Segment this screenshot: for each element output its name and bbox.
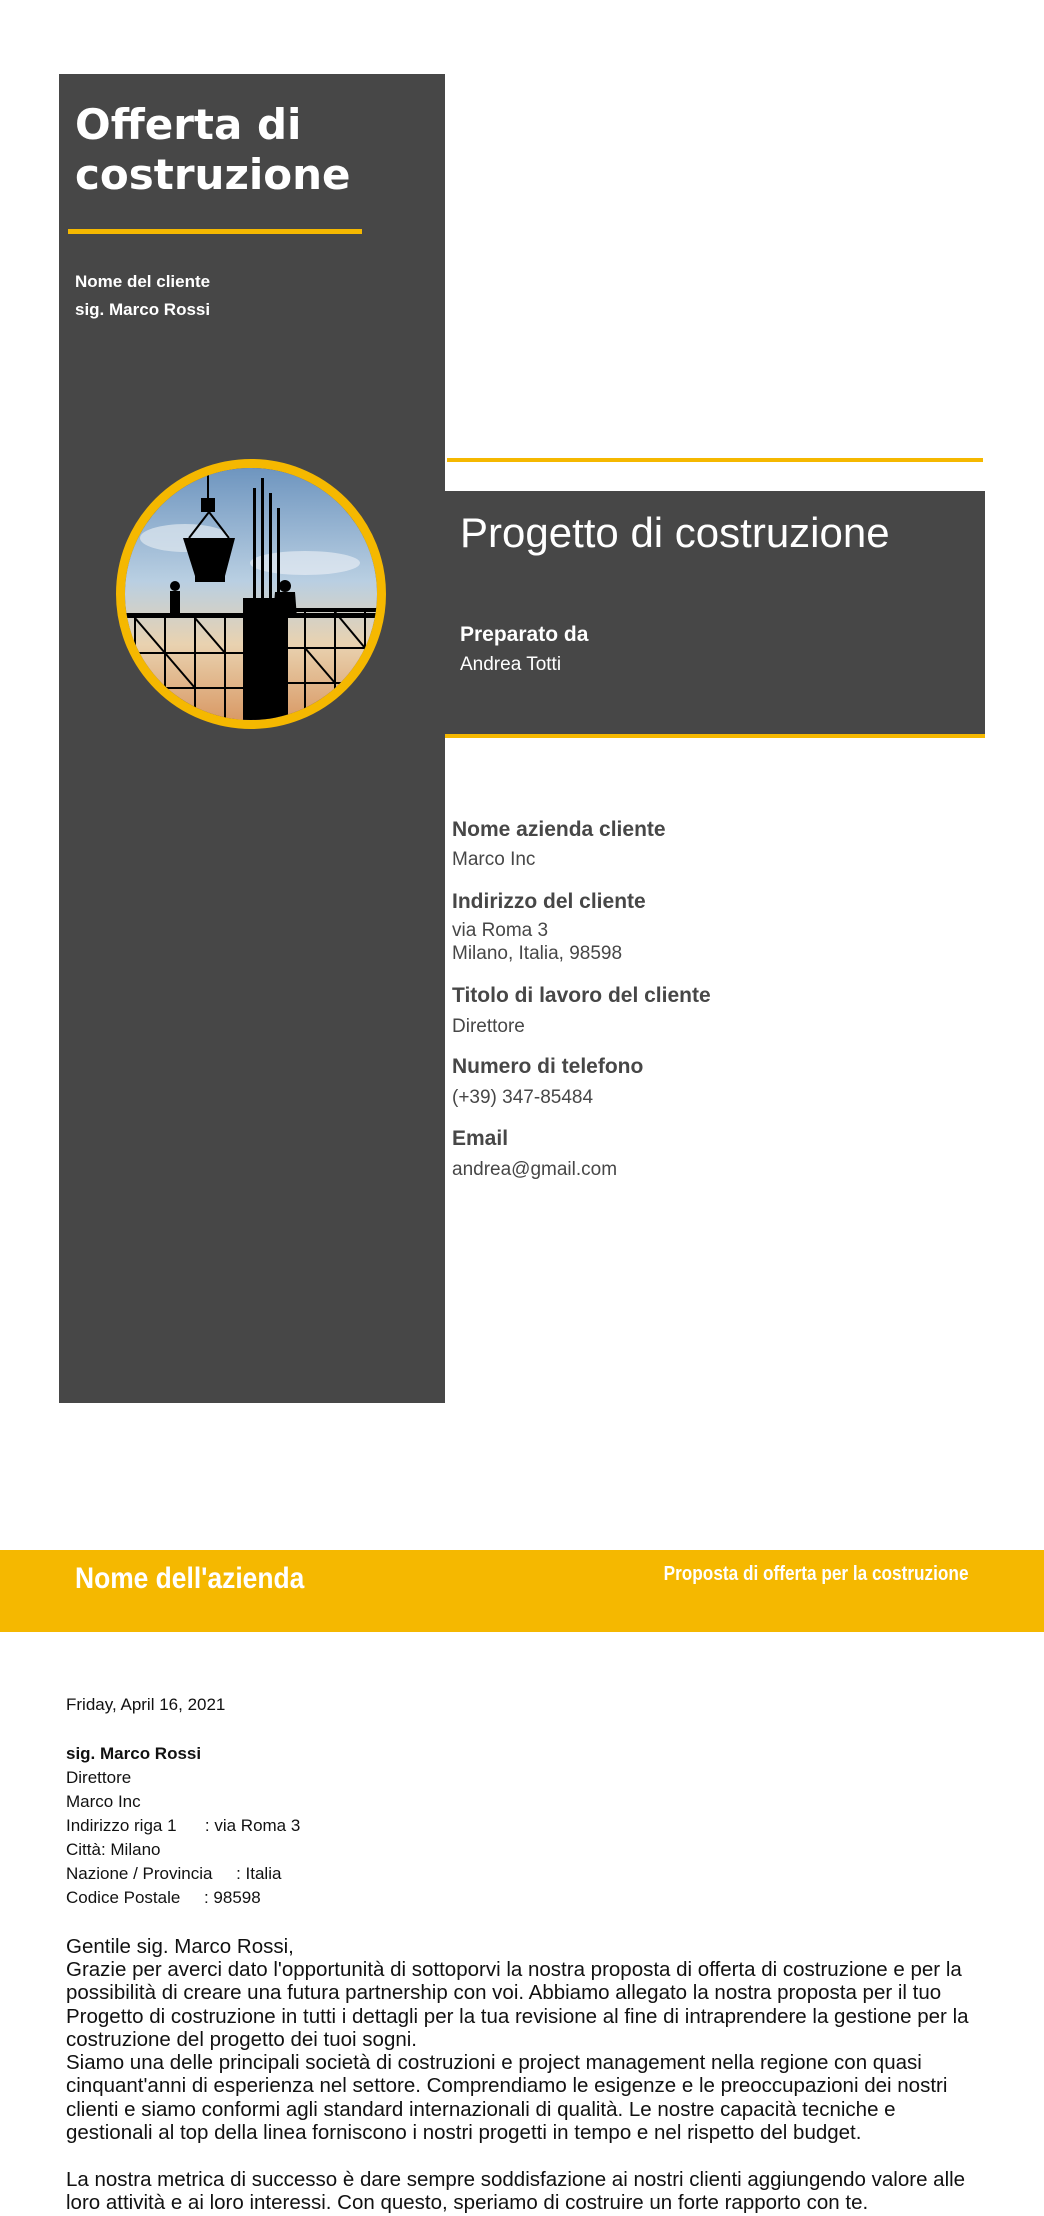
address-label: Indirizzo del cliente [452, 890, 646, 913]
recipient-name: sig. Marco Rossi [66, 1744, 202, 1763]
construction-silhouette-image [125, 468, 377, 720]
job-title-label: Titolo di lavoro del cliente [452, 984, 711, 1007]
company-name: Nome dell'azienda [75, 1562, 305, 1595]
cover-title: Offerta di costruzione [75, 100, 351, 199]
phone-value: (+39) 347-85484 [452, 1087, 594, 1108]
email-label: Email [452, 1127, 509, 1150]
recipient-postal: Codice Postale : 98598 [66, 1888, 261, 1907]
client-name-label: Nome del cliente [75, 272, 211, 291]
band-top-line [447, 458, 983, 462]
letter-greeting: Gentile sig. Marco Rossi, [66, 1935, 294, 1958]
letter-paragraph-2: Siamo una delle principali società di costruzioni e project management nella regione con quasi cinquant'anni di esperienza nel settore. Comprendiamo le esigenze e le preoccupazioni dei nostri clienti e siamo conformi agli standard internazionali di qualità. Le nostre capacità tecniche e gestionali al top della linea forniscono i nostri progetti in tempo e nel rispetto del budget. [66, 2051, 948, 2144]
band-bottom-line [445, 734, 985, 738]
proposal-title: Proposta di offerta per la costruzione [664, 1563, 969, 1585]
phone-label: Numero di telefono [452, 1055, 644, 1078]
project-title: Progetto di costruzione [460, 509, 890, 556]
email-value: andrea@gmail.com [452, 1159, 618, 1180]
recipient-company: Marco Inc [66, 1792, 141, 1811]
client-name: sig. Marco Rossi [75, 300, 211, 319]
address-line1: via Roma 3 [452, 920, 549, 941]
company-label: Nome azienda cliente [452, 818, 666, 841]
letter-paragraph-1: Grazie per averci dato l'opportunità di sottoporvi la nostra proposta di offerta di costruzione e per la possibilità di creare una futura partnership con voi. Abbiamo allegato la nostra proposta per il tuo Progetto di costruzione in tutti i dettagli per la tua revisione al fine di intraprendere la gestione per la costruzione del progetto dei tuoi sogni. [66, 1958, 969, 2051]
construction-photo [116, 459, 386, 729]
recipient-country: Nazione / Provincia : Italia [66, 1864, 282, 1883]
letter-paragraph-3: La nostra metrica di successo è dare sempre soddisfazione ai nostri clienti aggiungendo valore alle loro attività e ai loro interessi. Con questo, speriamo di costruire un forte rapporto con te. [66, 2168, 966, 2215]
prepared-by-label: Preparato da [460, 623, 589, 646]
company-value: Marco Inc [452, 849, 536, 870]
recipient-address: Indirizzo riga 1 : via Roma 3 [66, 1816, 301, 1835]
title-underline [68, 229, 362, 234]
recipient-title: Direttore [66, 1768, 132, 1787]
job-title-value: Direttore [452, 1016, 525, 1037]
address-line2: Milano, Italia, 98598 [452, 943, 623, 964]
prepared-by-name: Andrea Totti [460, 654, 562, 675]
recipient-city: Città: Milano [66, 1840, 161, 1859]
letter-date: Friday, April 16, 2021 [66, 1695, 226, 1714]
